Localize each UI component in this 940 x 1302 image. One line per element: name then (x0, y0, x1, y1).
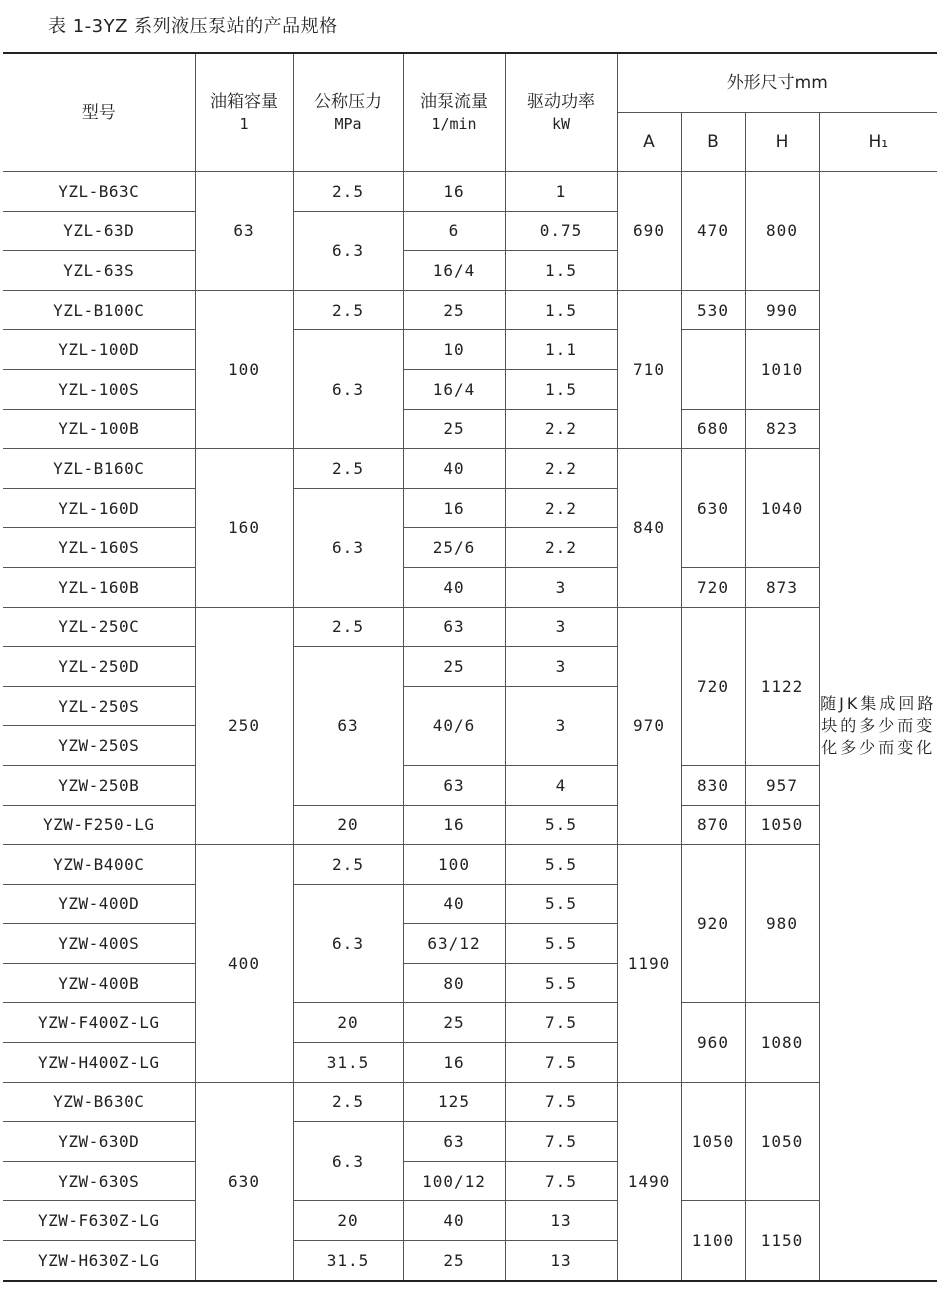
table-row (3, 330, 937, 370)
header-a: A (617, 113, 681, 172)
model-cell: YZL-63D (3, 211, 195, 251)
model-cell: YZL-100S (3, 369, 195, 409)
power-cell: 2.2 (505, 488, 617, 528)
dim-a-cell: 970 (617, 607, 681, 845)
power-cell: 7.5 (505, 1043, 617, 1083)
flow-cell: 63/12 (403, 924, 505, 964)
table-row (3, 172, 937, 212)
dim-a-cell: 1190 (617, 845, 681, 1083)
power-cell: 1.5 (505, 290, 617, 330)
model-cell: YZL-160D (3, 488, 195, 528)
pressure-cell: 6.3 (293, 1122, 403, 1201)
table-row (3, 567, 937, 607)
power-cell: 7.5 (505, 1003, 617, 1043)
flow-cell: 100 (403, 845, 505, 885)
table-row (3, 1003, 937, 1043)
model-cell: YZW-B630C (3, 1082, 195, 1122)
power-cell: 3 (505, 567, 617, 607)
dim-b-cell: 720 (681, 607, 745, 765)
power-cell: 5.5 (505, 963, 617, 1003)
power-cell: 1.1 (505, 330, 617, 370)
model-cell: YZL-250C (3, 607, 195, 647)
dim-h-cell: 1010 (745, 330, 819, 409)
power-cell: 13 (505, 1201, 617, 1241)
flow-cell: 6 (403, 211, 505, 251)
table-row (3, 290, 937, 330)
flow-cell: 63 (403, 765, 505, 805)
model-cell: YZL-B100C (3, 290, 195, 330)
pressure-cell: 6.3 (293, 330, 403, 449)
model-cell: YZW-250B (3, 765, 195, 805)
dim-h-cell: 873 (745, 567, 819, 607)
power-cell: 3 (505, 647, 617, 687)
dim-h-cell: 1080 (745, 1003, 819, 1082)
dim-b-cell: 870 (681, 805, 745, 845)
header-pressure: 公称压力 MPa (293, 53, 403, 172)
dim-h-cell: 800 (745, 172, 819, 291)
flow-cell: 40 (403, 1201, 505, 1241)
dim-h-cell: 990 (745, 290, 819, 330)
model-cell: YZW-250S (3, 726, 195, 766)
pressure-cell: 31.5 (293, 1241, 403, 1281)
dim-h-cell: 1050 (745, 805, 819, 845)
model-cell: YZL-250S (3, 686, 195, 726)
power-cell: 2.2 (505, 528, 617, 568)
power-cell: 0.75 (505, 211, 617, 251)
model-cell: YZW-B400C (3, 845, 195, 885)
dim-h-cell: 957 (745, 765, 819, 805)
table-row (3, 1201, 937, 1241)
dim-b-cell: 1100 (681, 1201, 745, 1281)
flow-cell: 40 (403, 567, 505, 607)
header-power: 驱动功率 kW (505, 53, 617, 172)
dim-b-cell: 470 (681, 172, 745, 291)
dim-h-cell: 823 (745, 409, 819, 449)
power-cell: 13 (505, 1241, 617, 1281)
pressure-cell: 20 (293, 805, 403, 845)
flow-cell: 25 (403, 647, 505, 687)
dim-h-cell: 980 (745, 845, 819, 1003)
power-cell: 4 (505, 765, 617, 805)
table-row (3, 765, 937, 805)
table-row (3, 409, 937, 449)
flow-cell: 63 (403, 1122, 505, 1162)
flow-cell: 16 (403, 488, 505, 528)
flow-cell: 10 (403, 330, 505, 370)
spec-table-body (3, 172, 937, 1281)
dim-b-cell: 830 (681, 765, 745, 805)
flow-cell: 25 (403, 1003, 505, 1043)
pressure-cell: 20 (293, 1003, 403, 1043)
dim-b-cell: 680 (681, 409, 745, 449)
header-tank: 油箱容量 1 (195, 53, 293, 172)
power-cell: 1.5 (505, 251, 617, 291)
dim-h-cell: 1150 (745, 1201, 819, 1281)
power-cell: 2.2 (505, 409, 617, 449)
table-row (3, 449, 937, 489)
power-cell: 1.5 (505, 369, 617, 409)
tank-capacity-cell: 100 (195, 290, 293, 448)
header-flow: 油泵流量 1/min (403, 53, 505, 172)
flow-cell: 25 (403, 409, 505, 449)
power-cell: 5.5 (505, 805, 617, 845)
power-cell: 7.5 (505, 1161, 617, 1201)
table-row (3, 607, 937, 647)
header-h1: H₁ (819, 113, 937, 172)
power-cell: 7.5 (505, 1082, 617, 1122)
pressure-cell: 2.5 (293, 449, 403, 489)
power-cell: 5.5 (505, 845, 617, 885)
flow-cell: 40 (403, 884, 505, 924)
model-cell: YZL-B63C (3, 172, 195, 212)
flow-cell: 40 (403, 449, 505, 489)
table-row (3, 1082, 937, 1122)
tank-capacity-cell: 250 (195, 607, 293, 845)
model-cell: YZL-250D (3, 647, 195, 687)
power-cell: 5.5 (505, 884, 617, 924)
model-cell: YZW-H630Z-LG (3, 1241, 195, 1281)
model-cell: YZW-F630Z-LG (3, 1201, 195, 1241)
flow-cell: 25/6 (403, 528, 505, 568)
table-row (3, 845, 937, 885)
header-model: 型号 (3, 53, 195, 172)
model-cell: YZW-630D (3, 1122, 195, 1162)
dim-h-cell: 1040 (745, 449, 819, 568)
model-cell: YZW-400D (3, 884, 195, 924)
flow-cell: 16 (403, 805, 505, 845)
model-cell: YZL-63S (3, 251, 195, 291)
dim-b-cell: 960 (681, 1003, 745, 1082)
flow-cell: 25 (403, 1241, 505, 1281)
tank-capacity-cell: 630 (195, 1082, 293, 1280)
dim-h-cell: 1050 (745, 1082, 819, 1201)
pressure-cell: 2.5 (293, 172, 403, 212)
pressure-cell: 2.5 (293, 607, 403, 647)
model-cell: YZL-160B (3, 567, 195, 607)
pressure-cell: 6.3 (293, 488, 403, 607)
power-cell: 3 (505, 607, 617, 647)
flow-cell: 63 (403, 607, 505, 647)
model-cell: YZW-400B (3, 963, 195, 1003)
dim-b-cell: 920 (681, 845, 745, 1003)
spec-table (3, 52, 937, 1282)
model-cell: YZW-F250-LG (3, 805, 195, 845)
pressure-cell: 6.3 (293, 884, 403, 1003)
tank-capacity-cell: 400 (195, 845, 293, 1083)
model-cell: YZW-630S (3, 1161, 195, 1201)
dim-b-cell: 530 (681, 290, 745, 330)
pressure-cell: 31.5 (293, 1043, 403, 1083)
model-cell: YZW-H400Z-LG (3, 1043, 195, 1083)
spec-table-wrapper (3, 52, 937, 1282)
power-cell: 5.5 (505, 924, 617, 964)
flow-cell: 80 (403, 963, 505, 1003)
flow-cell: 40/6 (403, 686, 505, 765)
model-cell: YZW-400S (3, 924, 195, 964)
power-cell: 1 (505, 172, 617, 212)
dim-b-cell (681, 330, 745, 409)
dim-b-cell: 1050 (681, 1082, 745, 1201)
pressure-cell: 2.5 (293, 845, 403, 885)
model-cell: YZL-100D (3, 330, 195, 370)
header-dims: 外形尺寸mm (617, 53, 937, 113)
dim-b-cell: 720 (681, 567, 745, 607)
dim-a-cell: 710 (617, 290, 681, 448)
pressure-cell: 2.5 (293, 290, 403, 330)
model-cell: YZL-B160C (3, 449, 195, 489)
table-row (3, 805, 937, 845)
dim-a-cell: 1490 (617, 1082, 681, 1280)
flow-cell: 25 (403, 290, 505, 330)
flow-cell: 125 (403, 1082, 505, 1122)
power-cell: 2.2 (505, 449, 617, 489)
model-cell: YZL-100B (3, 409, 195, 449)
dim-h1-note: 随JK集成回路块的多少而变化多少而变化 (819, 172, 937, 1281)
flow-cell: 16/4 (403, 369, 505, 409)
dim-b-cell: 630 (681, 449, 745, 568)
header-h: H (745, 113, 819, 172)
power-cell: 7.5 (505, 1122, 617, 1162)
power-cell: 3 (505, 686, 617, 765)
tank-capacity-cell: 160 (195, 449, 293, 607)
pressure-cell: 20 (293, 1201, 403, 1241)
flow-cell: 16/4 (403, 251, 505, 291)
table-caption: 表 1-3YZ 系列液压泵站的产品规格 (48, 16, 338, 37)
flow-cell: 100/12 (403, 1161, 505, 1201)
pressure-cell: 63 (293, 647, 403, 805)
flow-cell: 16 (403, 172, 505, 212)
pressure-cell: 2.5 (293, 1082, 403, 1122)
dim-a-cell: 840 (617, 449, 681, 607)
dim-h-cell: 1122 (745, 607, 819, 765)
dim-a-cell: 690 (617, 172, 681, 291)
tank-capacity-cell: 63 (195, 172, 293, 291)
pressure-cell: 6.3 (293, 211, 403, 290)
header-b: B (681, 113, 745, 172)
model-cell: YZL-160S (3, 528, 195, 568)
model-cell: YZW-F400Z-LG (3, 1003, 195, 1043)
flow-cell: 16 (403, 1043, 505, 1083)
